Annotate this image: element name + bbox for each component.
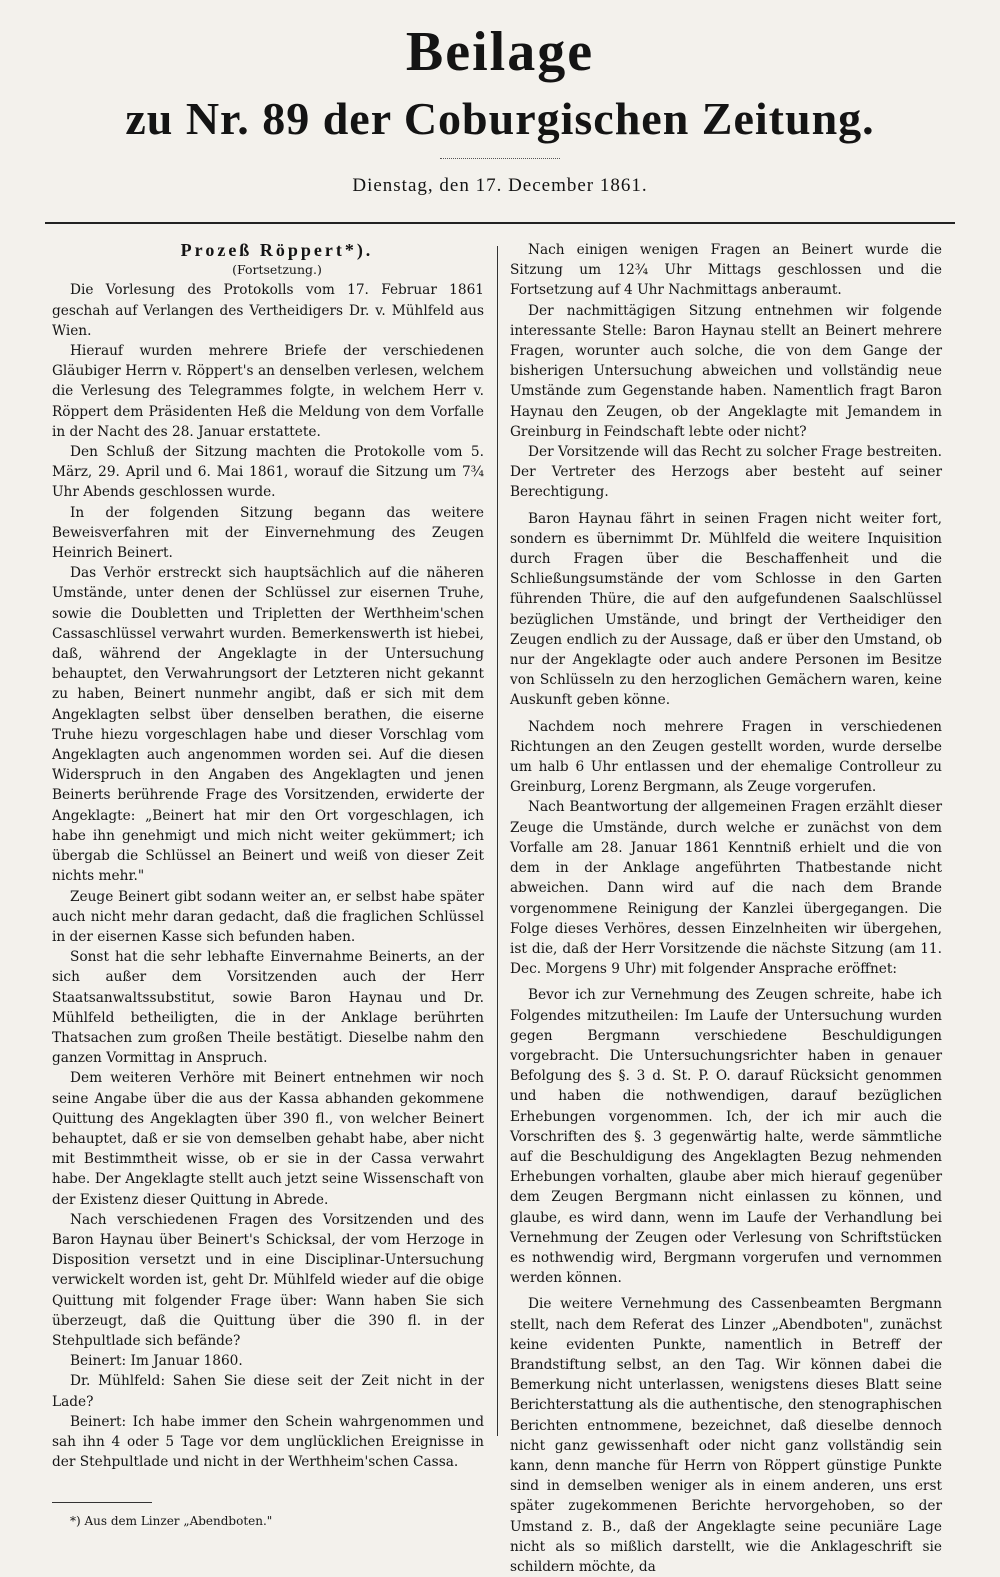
footnote: *) Aus dem Linzer „Abendboten." bbox=[70, 1514, 273, 1529]
header-divider bbox=[45, 222, 955, 224]
newspaper-subtitle: zu Nr. 89 der Coburgischen Zeitung. bbox=[125, 93, 875, 144]
paragraph: Bevor ich zur Vernehmung des Zeugen schreite, habe ich Folgendes mitzutheilen: Im Laufe der Untersuchung wurden gegen Bergmann verschiedene Beschuldigungen vorgebracht. Die Untersuchungsrichter haben in genauer Befolgung des §. 3 d. St. P. O. darauf Rücksicht genommen und haben die nothwendigen, darauf bezüglichen Erhebungen vorgenommen. Ich, der ich mir auch die Vorschriften des §. 3 gegenwärtig halte, werde sämmtliche auf die Beschuldigung des Angeklagten Bezug nehmenden Erhebungen vorhalten, glaube aber mich hierauf gegenüber dem Zeugen Bergmann nicht einlassen zu können, und glaube, es wird dann, wenn im Laufe der Verhandlung bei Vernehmung der Zeugen oder Verlesung von Schriftstücken es nothwendig wird, Bergmann vorgerufen und vernommen werden können. bbox=[510, 987, 942, 1287]
newspaper-title: Beilage bbox=[405, 21, 595, 83]
paragraph: Nach Beantwortung der allgemeinen Fragen erzählt dieser Zeuge die Umstände, durch welche er zunächst von dem Vorfalle am 28. Januar 1861 Kenntniß erhielt und die von dem in der Anklage angeführten Thatbestande nicht abweichen. Dann wird auf die nach dem Brande vorgenommene Reinigung der Kanzlei übergegangen. Die Folge dieses Verhöres, dessen Einzelnheiten wir übergehen, ist die, daß der Herr Vorsitzende die nächste Sitzung (am 11. Dec. Morgens 9 Uhr) mit folgender Ansprache eröffnet: bbox=[510, 799, 942, 978]
paragraph: Nach verschiedenen Fragen des Vorsitzenden und des Baron Haynau über Beinert's Schicksal, der vom Herzoge in Disposition versetzt und in eine Disciplinar-Untersuchung verwickelt worden ist, geht Dr. Mühlfeld wieder auf die obige Quittung mit folgender Frage über: Wann haben Sie sich überzeugt, daß die Quittung über die 390 fl. in der Stehpultlade sich befände? bbox=[52, 1211, 484, 1349]
footnote-rule bbox=[52, 1502, 152, 1503]
column-divider bbox=[497, 246, 498, 1436]
paragraph: Das Verhör erstreckt sich hauptsächlich auf die näheren Umstände, unter denen der Schlüssel zur eisernen Truhe, sowie die Doubletten und Tripletten der Werthheim'schen Cassaschlüssel verwahrt wurden. Bemerkenswerth ist hiebei, daß, während der Angeklagte in der Untersuchung behauptet, den Verwahrungsort der Letzteren nicht gekannt zu haben, Beinert nunmehr angibt, daß er sich mit dem Angeklagten selbst über denselben berathen, die eiserne Truhe hiezu vorgeschlagen habe und dieser Vorschlag vom Angeklagten auch angenommen worden sei. Auf die diesen Widerspruch in den Angaben des Angeklagten und jenen Beinerts berührende Frage des Vorsitzenden, erwiderte der Angeklagte: „Beinert hat mir den Ort vorgeschlagen, ich habe ihn genehmigt und mich nicht weiter gekümmert; ich übergab die Schlüssel an Beinert und weiß von dieser Zeit nichts mehr." bbox=[52, 565, 484, 885]
left-column bbox=[52, 240, 484, 1532]
paragraph: Nachdem noch mehrere Fragen in verschiedenen Richtungen an den Zeugen gestellt worden, wurde derselbe um halb 6 Uhr entlassen und der ehemalige Controlleur zu Greinburg, Lorenz Bergmann, als Zeuge vorgerufen. bbox=[510, 718, 942, 796]
paragraph: In der folgenden Sitzung begann das weitere Beweisverfahren mit der Einvernehmung des Zeugen Heinrich Beinert. bbox=[52, 504, 484, 562]
paragraph: Dr. Mühlfeld: Sahen Sie diese seit der Zeit nicht in der Lade? bbox=[52, 1373, 484, 1410]
paragraph: Nach einigen wenigen Fragen an Beinert wurde die Sitzung um 12¾ Uhr Mittags geschlossen und die Fortsetzung auf 4 Uhr Nachmittags anberaumt. bbox=[510, 242, 942, 299]
decorative-rule bbox=[440, 158, 560, 159]
paragraph: Dem weiteren Verhöre mit Beinert entnehmen wir noch seine Angabe über die aus der Kassa abhanden gekommene Quittung des Angeklagten über 390 fl., von welcher Beinert behauptet, daß er sie von demselben gehabt habe, aber nicht mit Bestimmtheit wisse, ob er sie in der Cassa verwahrt habe. Der Angeklagte stellt auch jetzt seine Wissenschaft von der Existenz dieser Quittung in Abrede. bbox=[52, 1070, 484, 1208]
paragraph: Die Vorlesung des Protokolls vom 17. Februar 1861 geschah auf Verlangen des Vertheidigers Dr. v. Mühlfeld aus Wien. bbox=[52, 282, 484, 339]
paragraph: Beinert: Im Januar 1860. bbox=[70, 1353, 243, 1370]
paragraph: Der Vorsitzende will das Recht zu solcher Frage bestreiten. Der Vertreter des Herzogs aber besteht auf seiner Berechtigung. bbox=[510, 444, 942, 501]
paragraph: Sonst hat die sehr lebhafte Einvernahme Beinerts, an der sich außer dem Vorsitzenden auch der Herr Staatsanwaltssubstitut, sowie Baron Haynau und Dr. Mühlfeld betheiligten, die in der Anklage berührten Thatsachen zum großen Theile bestätigt. Dieselbe nahm den ganzen Vormittag in Anspruch. bbox=[52, 949, 484, 1067]
article-subtitle: (Fortsetzung.) bbox=[232, 262, 322, 278]
paragraph: Beinert: Ich habe immer den Schein wahrgenommen und sah ihn 4 oder 5 Tage vor dem unglücklichen Ereignisse in der Stehpultlade und nicht in der Werthheim'schen Cassa. bbox=[52, 1413, 484, 1471]
article-title: Prozeß Röppert*). bbox=[180, 240, 374, 260]
dateline: Dienstag, den 17. December 1861. bbox=[352, 175, 648, 196]
masthead bbox=[0, 20, 1000, 197]
paragraph: Die weitere Vernehmung des Cassenbeamten Bergmann stellt, nach dem Referat des Linzer „Abendboten", zunächst keine evidenten Punkte, namentlich in Betreff der Brandstiftung selbst, an den Tag. Wir können dabei die Bemerkung nicht unterlassen, wenigstens dieses Blatt seine Berichterstattung als die authentische, den stenographischen Berichten entnommene, bezeichnet, daß dieselbe dennoch nicht ganz gewissenhaft oder nicht ganz vollständig sein kann, denn manche für Herrn von Röppert günstige Punkte sind in demselben weniger als in einem anderen, uns erst später zugekommenen Berichte hervorgehoben, so der Umstand z. B., daß der Angeklagte seine pecuniäre Lage nicht als so mißlich darstellt, wie die Anklageschrift sie schildern möchte, da bbox=[510, 1296, 942, 1575]
paragraph: Den Schluß der Sitzung machten die Protokolle vom 5. März, 29. April und 6. Mai 1861, worauf die Sitzung um 7¾ Uhr Abends geschlossen wurde. bbox=[52, 444, 484, 501]
paragraph: Der nachmittägigen Sitzung entnehmen wir folgende interessante Stelle: Baron Haynau stellt an Beinert mehrere Fragen, worunter auch solche, die von dem Gange der bisherigen Untersuchung abweichen und vollständig neue Umstände zum Gegenstande haben. Namentlich fragt Baron Haynau den Zeugen, ob der Angeklagte mit Jemandem in Greinburg in Feindschaft lebte oder nicht? bbox=[510, 302, 942, 440]
paragraph: Hierauf wurden mehrere Briefe der verschiedenen Gläubiger Herrn v. Röppert's an denselben verlesen, welchem die Verlesung des Telegrammes folgte, in welchem Herr v. Röppert dem Präsidenten Heß die Meldung von dem Vorfalle in der Nacht des 28. Januar erstattete. bbox=[52, 343, 484, 440]
paragraph: Zeuge Beinert gibt sodann weiter an, er selbst habe später auch nicht mehr daran gedacht, daß die fraglichen Schlüssel in der eisernen Kasse sich befunden haben. bbox=[52, 888, 484, 945]
paragraph: Baron Haynau fährt in seinen Fragen nicht weiter fort, sondern es übernimmt Dr. Mühlfeld die weitere Inquisition durch Fragen über die Beschaffenheit und die Schließungsumstände der vom Schlosse in den Garten führenden Thüre, die auf den aufgefundenen Saalschlüssel bezüglichen Umstände, und bringt der Vertheidiger den Zeugen endlich zu der Aussage, daß er über den Umstand, ob nur der Angeklagte oder auch andere Personen im Besitze von Schlüsseln zu den herzoglichen Gemächern waren, keine Auskunft geben könne. bbox=[510, 510, 942, 709]
right-column bbox=[510, 240, 942, 1577]
